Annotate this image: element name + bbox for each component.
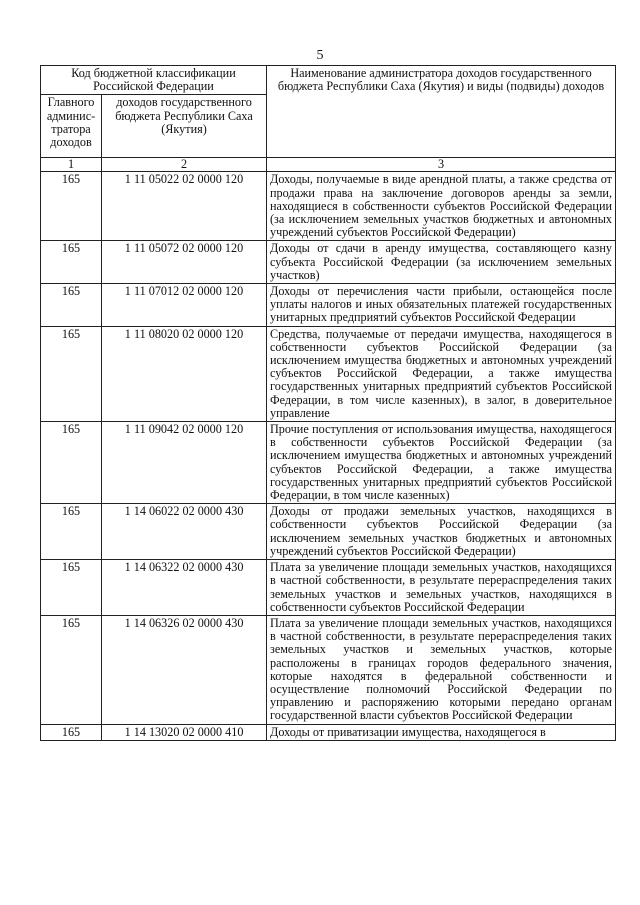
revenue-code-cell: 1 11 05072 02 0000 120 [102,241,267,284]
header-bcc-group: Код бюджетной классификации Российской Федерации [41,66,267,95]
column-number: 1 [41,158,102,172]
revenue-description-cell: Средства, получаемые от передачи имущества, находящегося в собственности субъектов Российской Федерации (за исключением имущества бюджетных и автономных учреждений субъектов Российской Федерации, а также имущества государственных унитарных предприятий субъектов Российской Федерации, в том числе казенных), в залог, в доверительное управление [267,326,616,421]
revenue-description-cell: Доходы от приватизации имущества, находящегося в [267,724,616,740]
table-row [41,241,616,284]
revenue-code-cell: 1 11 05022 02 0000 120 [102,172,267,241]
revenue-description-cell: Доходы от перечисления части прибыли, остающейся после уплаты налогов и иных обязательных платежей государственных унитарных предприятий субъектов Российской Федерации [267,284,616,327]
table-row [41,284,616,327]
revenue-description-cell: Доходы от сдачи в аренду имущества, составляющего казну субъекта Российской Федерации (за исключением земельных участков) [267,241,616,284]
table-row [41,724,616,740]
revenue-code-cell: 1 11 09042 02 0000 120 [102,422,267,504]
revenue-description-cell: Плата за увеличение площади земельных участков, находящихся в частной собственности, в результате перераспределения таких земельных участков и земельных участков, находящихся в собственности субъектов Российской Федерации [267,560,616,616]
page-number: 5 [316,48,324,63]
table-row [41,615,616,724]
revenue-description-cell: Доходы, получаемые в виде арендной платы, а также средства от продажи права на заключение договоров аренды за земли, находящиеся в собственности субъектов Российской Федерации (за исключением земельных участков бюджетных и автономных учреждений субъектов Российской Федерации) [267,172,616,241]
admin-code-cell: 165 [41,422,102,504]
column-number: 2 [102,158,267,172]
revenue-code-cell: 1 14 06322 02 0000 430 [102,560,267,616]
admin-code-cell: 165 [41,615,102,724]
budget-revenue-table [40,65,616,741]
revenue-description-cell: Прочие поступления от использования имущества, находящегося в собственности субъектов Российской Федерации (за исключением имущества бюджетных и автономных учреждений субъектов Российской Федерации, а также имущества государственных унитарных предприятий субъектов Российской Федерации, в том числе казенных) [267,422,616,504]
table-row [41,504,616,560]
column-number-row [41,158,616,172]
header-revenue-code: доходов государственного бюджета Республики Саха (Якутия) [102,95,267,158]
header-chief-admin: Главного админис-тратора доходов [41,95,102,158]
admin-code-cell: 165 [41,172,102,241]
admin-code-cell: 165 [41,504,102,560]
header-row-group [41,66,616,95]
header-admin-name: Наименование администратора доходов государственного бюджета Республики Саха (Якутия) и виды (подвиды) доходов [267,66,616,158]
admin-code-cell: 165 [41,724,102,740]
table-row [41,172,616,241]
admin-code-cell: 165 [41,326,102,421]
revenue-code-cell: 1 11 08020 02 0000 120 [102,326,267,421]
table-row [41,422,616,504]
revenue-code-cell: 1 14 06326 02 0000 430 [102,615,267,724]
revenue-description-cell: Доходы от продажи земельных участков, находящихся в собственности субъектов Российской Федерации (за исключением земельных участков бюджетных и автономных учреждений субъектов Российской Федерации) [267,504,616,560]
admin-code-cell: 165 [41,284,102,327]
revenue-code-cell: 1 11 07012 02 0000 120 [102,284,267,327]
table-row [41,560,616,616]
admin-code-cell: 165 [41,241,102,284]
revenue-description-cell: Плата за увеличение площади земельных участков, находящихся в частной собственности, в результате перераспределения таких земельных участков и земельных участков, которые расположены в границах городов федерального значения, которые находятся в федеральной собственности и осуществление полномочий Российской Федерации по управлению и распоряжению которыми передано органам государственной власти субъектов Российской Федерации [267,615,616,724]
table-row [41,326,616,421]
column-number: 3 [267,158,616,172]
revenue-code-cell: 1 14 13020 02 0000 410 [102,724,267,740]
revenue-code-cell: 1 14 06022 02 0000 430 [102,504,267,560]
admin-code-cell: 165 [41,560,102,616]
